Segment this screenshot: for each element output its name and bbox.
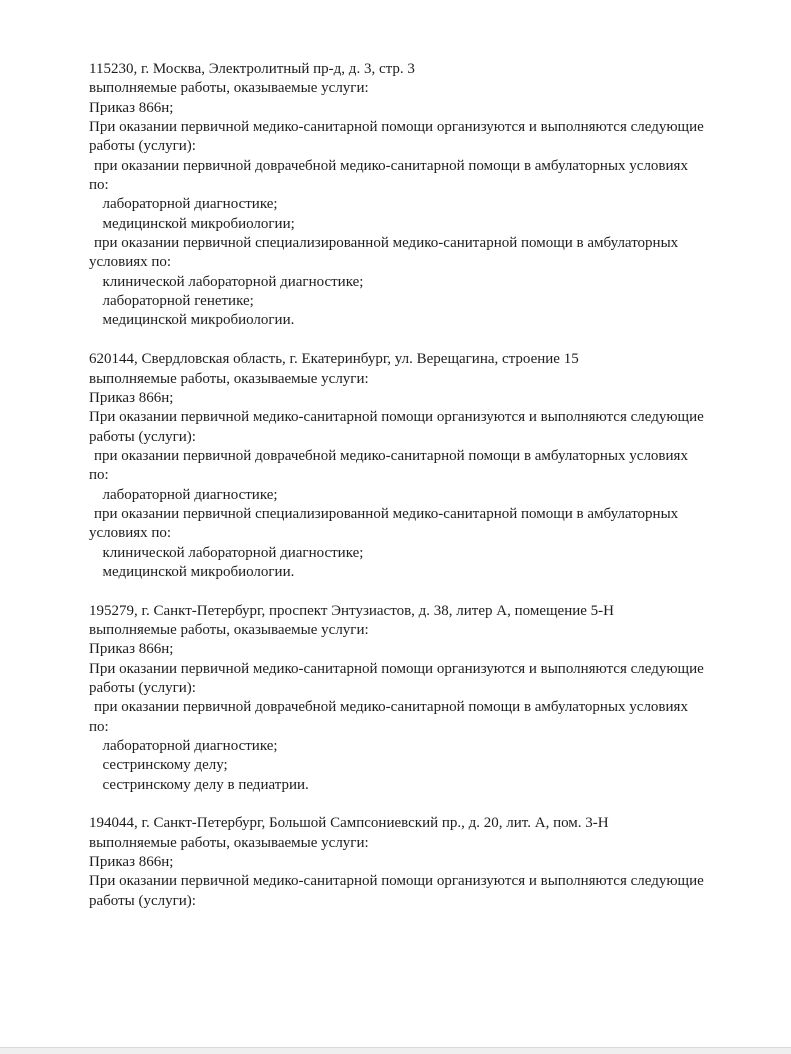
address-line: 195279, г. Санкт-Петербург, проспект Энтузиастов, д. 38, литер А, помещение 5-Н (89, 602, 614, 619)
text-line: лабораторной диагностике; (102, 196, 278, 213)
bottom-edge-bar (0, 1047, 791, 1054)
text-line: работы (услуги): (89, 892, 196, 909)
text-line: сестринскому делу в педиатрии. (102, 776, 309, 793)
license-address-section (89, 60, 754, 331)
text-line: по: (89, 467, 109, 484)
text-line: При оказании первичной медико-санитарной помощи организуются и выполняются следующие (89, 660, 704, 677)
address-line: 115230, г. Москва, Электролитный пр-д, д. 3, стр. 3 (89, 61, 415, 77)
text-line: Приказ 866н; (89, 854, 174, 871)
address-line: 194044, г. Санкт-Петербург, Большой Сампсониевский пр., д. 20, лит. А, пом. 3-Н (89, 815, 609, 832)
text-line: Приказ 866н; (89, 99, 174, 116)
text-line: Приказ 866н; (89, 641, 174, 658)
text-line: медицинской микробиологии. (102, 312, 295, 329)
text-line: при оказании первичной специализированной медико-санитарной помощи в амбулаторных (94, 505, 679, 522)
text-line: по: (89, 177, 109, 194)
text-line: при оказании первичной доврачебной медико-санитарной помощи в амбулаторных условиях (94, 699, 688, 716)
text-line: условиях по: (89, 525, 172, 542)
text-line: медицинской микробиологии. (102, 563, 295, 580)
address-line: 620144, Свердловская область, г. Екатеринбург, ул. Верещагина, строение 15 (89, 351, 579, 368)
text-line: клинической лабораторной диагностике; (102, 544, 364, 561)
license-address-section (89, 350, 754, 582)
text-line: сестринскому делу; (102, 757, 228, 774)
text-line: выполняемые работы, оказываемые услуги: (89, 834, 369, 851)
text-line: работы (услуги): (89, 138, 196, 155)
text-line: лабораторной диагностике; (102, 486, 278, 503)
text-line: при оказании первичной доврачебной медико-санитарной помощи в амбулаторных условиях (94, 447, 688, 464)
text-line: медицинской микробиологии; (102, 215, 295, 232)
text-line: лабораторной диагностике; (102, 738, 278, 755)
text-line: работы (услуги): (89, 428, 196, 445)
text-line: При оказании первичной медико-санитарной помощи организуются и выполняются следующие (89, 409, 704, 426)
text-line: лабораторной генетике; (102, 293, 254, 310)
text-line: При оказании первичной медико-санитарной помощи организуются и выполняются следующие (89, 873, 704, 890)
text-line: выполняемые работы, оказываемые услуги: (89, 370, 369, 387)
text-line: выполняемые работы, оказываемые услуги: (89, 621, 369, 638)
license-document-text (89, 60, 754, 930)
text-line: выполняемые работы, оказываемые услуги: (89, 80, 369, 97)
text-line: по: (89, 718, 109, 735)
license-address-section (89, 602, 754, 795)
text-line: работы (услуги): (89, 680, 196, 696)
text-line: при оказании первичной доврачебной медико-санитарной помощи в амбулаторных условиях (94, 157, 688, 174)
text-line: Приказ 866н; (89, 389, 174, 406)
text-line: клинической лабораторной диагностике; (102, 273, 364, 290)
text-line: При оказании первичной медико-санитарной помощи организуются и выполняются следующие (89, 119, 704, 136)
license-address-section (89, 814, 754, 911)
text-line: условиях по: (89, 254, 172, 271)
text-line: при оказании первичной специализированной медико-санитарной помощи в амбулаторных (94, 235, 679, 252)
